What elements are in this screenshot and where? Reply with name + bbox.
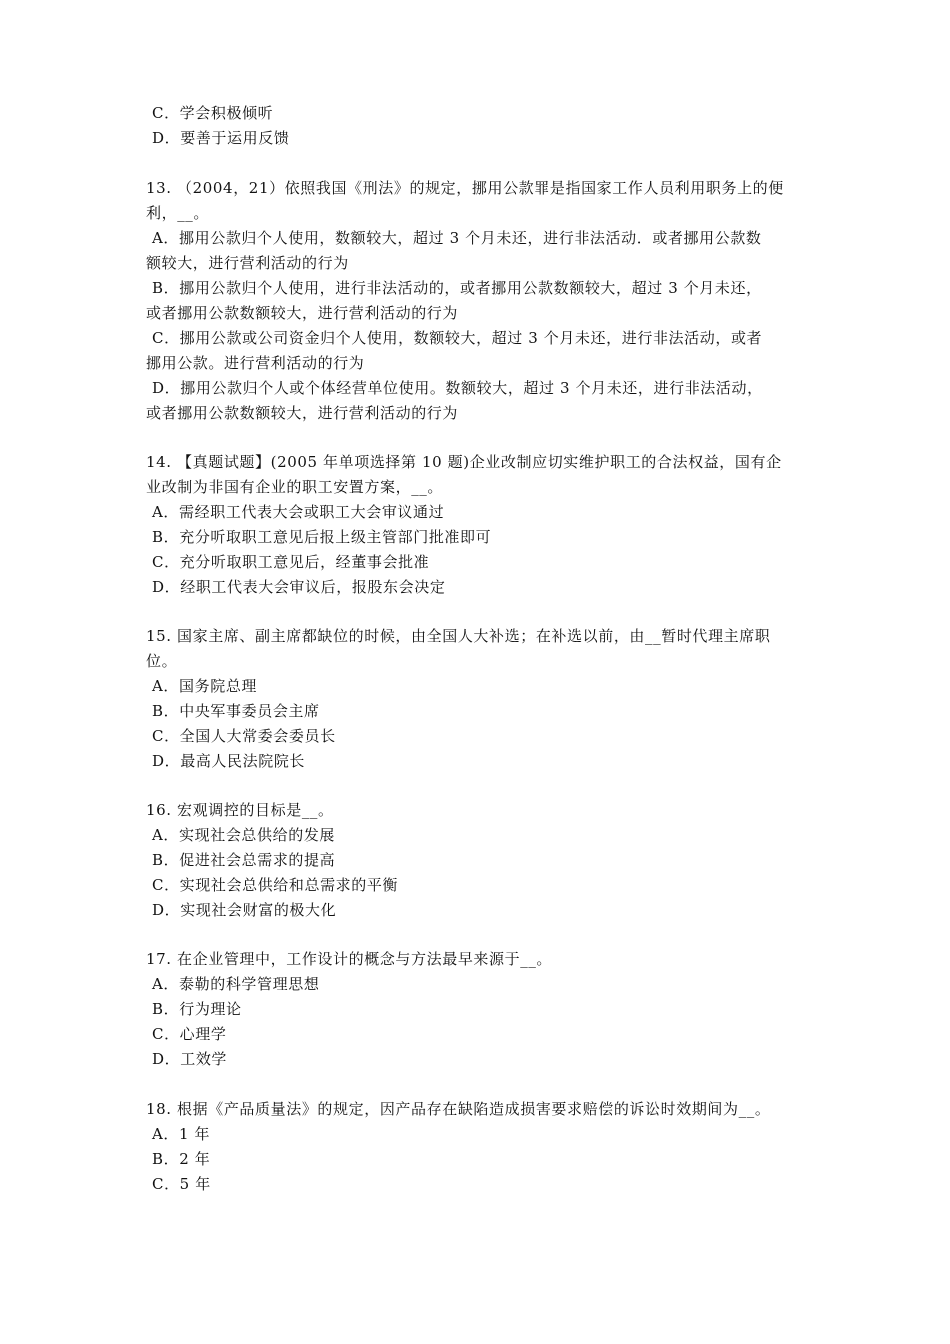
option-c: C．充分听取职工意见后，经董事会批准 bbox=[152, 553, 430, 571]
question-text: 位。 bbox=[146, 652, 178, 670]
question-15 bbox=[146, 624, 818, 774]
question-text: 利，__。 bbox=[146, 204, 210, 222]
option-a: A．挪用公款归个人使用，数额较大，超过 3 个月未还，进行非法活动．或者挪用公款数 bbox=[152, 229, 762, 247]
option-d: D．工效学 bbox=[152, 1050, 228, 1068]
option-c: C．学会积极倾听 bbox=[152, 104, 274, 122]
option-b: B．中央军事委员会主席 bbox=[152, 702, 320, 720]
option-b: B．挪用公款归个人使用，进行非法活动的，或者挪用公款数额较大，超过 3 个月未还， bbox=[152, 279, 762, 297]
option-c-cont: 挪用公款。进行营利活动的行为 bbox=[146, 354, 365, 372]
option-a: A．泰勒的科学管理思想 bbox=[152, 975, 320, 993]
question-text: 业改制为非国有企业的职工安置方案，__。 bbox=[146, 478, 444, 496]
option-d: D．要善于运用反馈 bbox=[152, 129, 290, 147]
option-c: C．心理学 bbox=[152, 1025, 227, 1043]
option-a: A．需经职工代表大会或职工大会审议通过 bbox=[152, 503, 445, 521]
option-a-cont: 额较大，进行营利活动的行为 bbox=[146, 254, 349, 272]
option-b-cont: 或者挪用公款数额较大，进行营利活动的行为 bbox=[146, 304, 459, 322]
question-text: 15. 国家主席、副主席都缺位的时候，由全国人大补选；在补选以前，由__暂时代理主席职 bbox=[146, 627, 771, 645]
option-d-cont: 或者挪用公款数额较大，进行营利活动的行为 bbox=[146, 404, 459, 422]
question-text: 17. 在企业管理中，工作设计的概念与方法最早来源于__。 bbox=[146, 950, 553, 968]
option-c: C．全国人大常委会委员长 bbox=[152, 727, 336, 745]
option-b: B．2 年 bbox=[152, 1150, 211, 1168]
option-d: D．实现社会财富的极大化 bbox=[152, 901, 337, 919]
option-a: A．国务院总理 bbox=[152, 677, 258, 695]
question-text: 14. 【真题试题】(2005 年单项选择第 10 题)企业改制应切实维护职工的合法权益，国有企 bbox=[146, 453, 782, 471]
question-text: 18. 根据《产品质量法》的规定，因产品存在缺陷造成损害要求赔偿的诉讼时效期间为__。 bbox=[146, 1100, 771, 1118]
option-c: C．挪用公款或公司资金归个人使用，数额较大，超过 3 个月未还，进行非法活动，或者 bbox=[152, 329, 763, 347]
option-b: B．行为理论 bbox=[152, 1000, 242, 1018]
question-16 bbox=[146, 798, 818, 923]
option-c: C．实现社会总供给和总需求的平衡 bbox=[152, 876, 399, 894]
option-c: C．5 年 bbox=[152, 1175, 211, 1193]
option-b: B．促进社会总需求的提高 bbox=[152, 851, 336, 869]
option-d: D．经职工代表大会审议后，报股东会决定 bbox=[152, 578, 446, 596]
option-d: D．最高人民法院院长 bbox=[152, 752, 306, 770]
question-13 bbox=[146, 176, 818, 426]
option-a: A．1 年 bbox=[152, 1125, 211, 1143]
option-a: A．实现社会总供给的发展 bbox=[152, 826, 336, 844]
question-text: 13. （2004，21）依照我国《刑法》的规定，挪用公款罪是指国家工作人员利用职务上的便 bbox=[146, 179, 784, 197]
prev-question-options bbox=[146, 101, 818, 151]
question-18 bbox=[146, 1097, 818, 1197]
option-b: B．充分听取职工意见后报上级主管部门批准即可 bbox=[152, 528, 492, 546]
question-14 bbox=[146, 450, 818, 600]
question-text: 16. 宏观调控的目标是__。 bbox=[146, 801, 334, 819]
option-d: D．挪用公款归个人或个体经营单位使用。数额较大，超过 3 个月未还，进行非法活动， bbox=[152, 379, 763, 397]
question-17 bbox=[146, 947, 818, 1072]
